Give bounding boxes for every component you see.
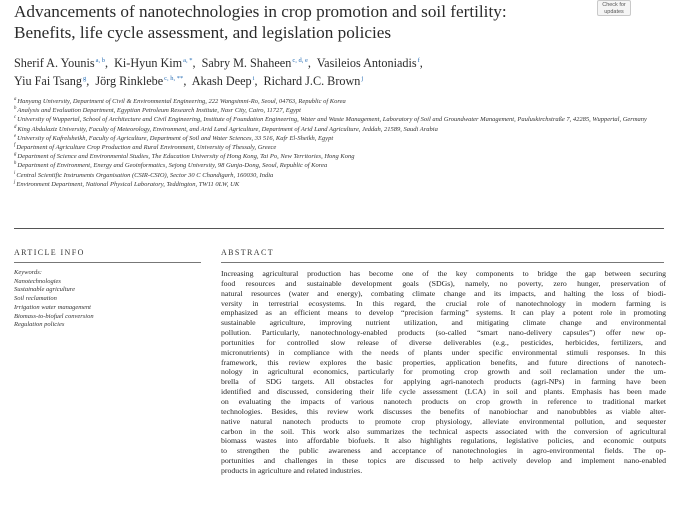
abstract-line: on evaluating the impacts of various nanotech products on crop growth in reference to traditional market [221,396,666,406]
author-affil-mark[interactable]: j [361,75,364,82]
keywords-panel [14,269,204,330]
keyword-item: Biomass-to-biofuel conversion [14,312,94,320]
abstract-line: pollution. Particularly, nanotechnology-enabled products (so-called “smart nano-delivery capsules”) offer new op- [221,328,666,338]
author-line-1: Sherif A. Younis$^{a, b}$, Ki-Hyun Kim$^{a, *}$, Sabry M. Shaheen$^{c, d, e}$, Vasileios Antoniadis$^f$, [14,56,423,70]
section-divider [14,228,664,229]
affiliation-item: $^c$University of Wuppertal, School of Architecture and Civil Engineering, Institute of Foundation Engineering, Water and Waste Management, Laboratory of Soil and Groundwater Management, Pauluskirchstraße 7, 42285, Wuppertal, Germany [14,115,647,124]
keyword-item: Nanotechnologies [14,277,61,285]
abstract-line: products in agriculture and related industries. [221,465,363,475]
author-affil-mark[interactable]: a, b [95,57,105,64]
abstract-line: nology in agricultural economics, particularly for promoting crop growth and soil reclamation under the um- [221,367,666,377]
affiliation-item: $^j$Environment Department, National Physical Laboratory, Teddington, TW11 0LW, UK [14,179,240,188]
abstract-line: identified and discussed, considering their life cycle assessment (LCA) in soil and plants. Emphasis has been made [221,387,666,397]
abstract-line: versity in terrestrial ecosystems. In this regard, the crucial role of nanotechnology in modern farming is [221,298,666,308]
author-list [14,54,614,90]
abstract-line: emphasized as an efficient means to develop “precision farming” systems. It can play a potent role in promoting [221,308,666,318]
abstract-line: natural resources (water and energy), combating climate change and its impacts, and halting the loss of biodi- [221,288,666,298]
check-for-updates-badge[interactable]: Check for updates [597,0,631,16]
affiliation-item: $^d$King Abdulaziz University, Faculty of Meteorology, Environment, and Arid Land Agriculture, Department of Arid Land Agriculture, Jeddah, 21589, Saudi Arabia [14,124,438,133]
author-affil-mark[interactable]: c, h, ** [164,75,184,82]
abstract-line: food resources and sustainable development goals (SDGs), namely, no poverty, zero hunger, preservation of [221,278,666,288]
abstract-line: native natural nanotech products to promote crop physiology, alleviate environmental pollution, and sequester [221,416,666,426]
abstract-divider [221,262,664,263]
abstract-line: portunities and challenges in these topics are discussed to help actively develop and implement nano-enabled [221,456,666,466]
author-name[interactable]: Jörg Rinklebe [95,74,164,88]
author-name[interactable]: Akash Deep [191,74,252,88]
abstract-line: to strengthen the public awareness and acceptance of nanotechnologies in agro-environmental fields. The op- [221,446,666,456]
keywords-label: Keywords: [14,269,42,276]
author-line-2: Yiu Fai Tsang$^g$, Jörg Rinklebe$^{c, h, **}$, Akash Deep$^i$, Richard J.C. Brown$^j$ [14,74,364,88]
abstract-line: Increasing agricultural production has become one of the key components to bridge the gap between securing [221,269,666,278]
author-affil-mark[interactable]: c, d, e [292,57,308,64]
abstract-line: brella of SDG targets. All obstacles for applying agri-nanotech products (agri-NPs) in farming have been [221,377,666,387]
keyword-item: Regulation policies [14,321,65,329]
affiliation-item: $^b$Analysis and Evaluation Department, Egyptian Petroleum Research Institute, Nasr City, Cairo, 11727, Egypt [14,106,301,115]
author-affil-mark[interactable]: a, * [183,57,193,64]
affiliation-item: $^f$Department of Agriculture Crop Production and Rural Environment, University of Thessaly, Greece [14,143,277,152]
author-name[interactable]: Sherif A. Younis [14,56,95,70]
abstract-line: framework, this review explores the basic properties, application benefits, and future directions of nanotech- [221,357,666,367]
affiliation-item: $^i$Central Scientific Instruments Organisation (CSIR-CSIO), Sector 30 C Chandigarh, 160030, India [14,170,274,179]
article-info-divider [14,262,201,263]
article-title [14,1,594,43]
affiliation-list [14,97,664,189]
author-affil-mark[interactable]: g [83,75,87,82]
abstract-line: sustainable agriculture, improving nutrient utilization, and mitigating climate change and environmental [221,318,666,328]
author-name[interactable]: Ki-Hyun Kim [114,56,183,70]
author-affil-mark[interactable]: i [252,75,255,82]
author-affil-mark[interactable]: f [417,57,420,64]
abstract-line: technologies. Besides, this review work discusses the benefits of nanobiochar and nanobubbles as viable alter- [221,406,666,416]
author-name[interactable]: Sabry M. Shaheen [201,56,292,70]
affiliation-item: $^g$Department of Science and Environmental Studies, The Education University of Hong Kong, Tai Po, New Territories, Hong Kong [14,152,355,161]
abstract-line: portunities for controlled slow release of diverse deliverables (e.g., pesticides, herbicides, fertilizers, and [221,337,666,347]
affiliation-item: $^h$Department of Environment, Energy and Geoinformatics, Sejong University, 98 Gunja-Dong, Seoul, Republic of Korea [14,161,328,170]
abstract-line: biomass wastes into affordable biofuels. It also highlights regulations, legislative policies, and economic outputs [221,436,666,446]
article-info-heading: ARTICLE INFO [14,248,85,257]
author-name[interactable]: Richard J.C. Brown [263,74,361,88]
title-line-1: Advancements of nanotechnologies in crop promotion and soil fertility: [14,2,507,21]
keyword-item: Irrigation water management [14,303,91,311]
abstract-body [221,269,666,476]
abstract-line: carbon in the soil. This work also summarizes the technical aspects associated with the conversion of agricultural [221,426,666,436]
affiliation-item: $^a$Hanyang University, Department of Civil & Environmental Engineering, 222 Wangsimni-Ro, Seoul, 04763, Republic of Korea [14,97,346,105]
author-name[interactable]: Yiu Fai Tsang [14,74,82,88]
author-name[interactable]: Vasileios Antoniadis [316,56,417,70]
abstract-line: micronutrients) in compliance with the needs of plants under specific environmental stimuli responses. In this [221,347,666,357]
keyword-item: Soil reclamation [14,295,57,303]
keyword-item: Sustainable agriculture [14,286,75,294]
abstract-heading: ABSTRACT [221,248,274,257]
affiliation-item: $^e$University of Kafrelsheikh, Faculty of Agriculture, Department of Soil and Water Sciences, 33 516, Kafr El-Sheikh, Egypt [14,133,334,142]
title-line-2: Benefits, life cycle assessment, and legislation policies [14,23,392,42]
